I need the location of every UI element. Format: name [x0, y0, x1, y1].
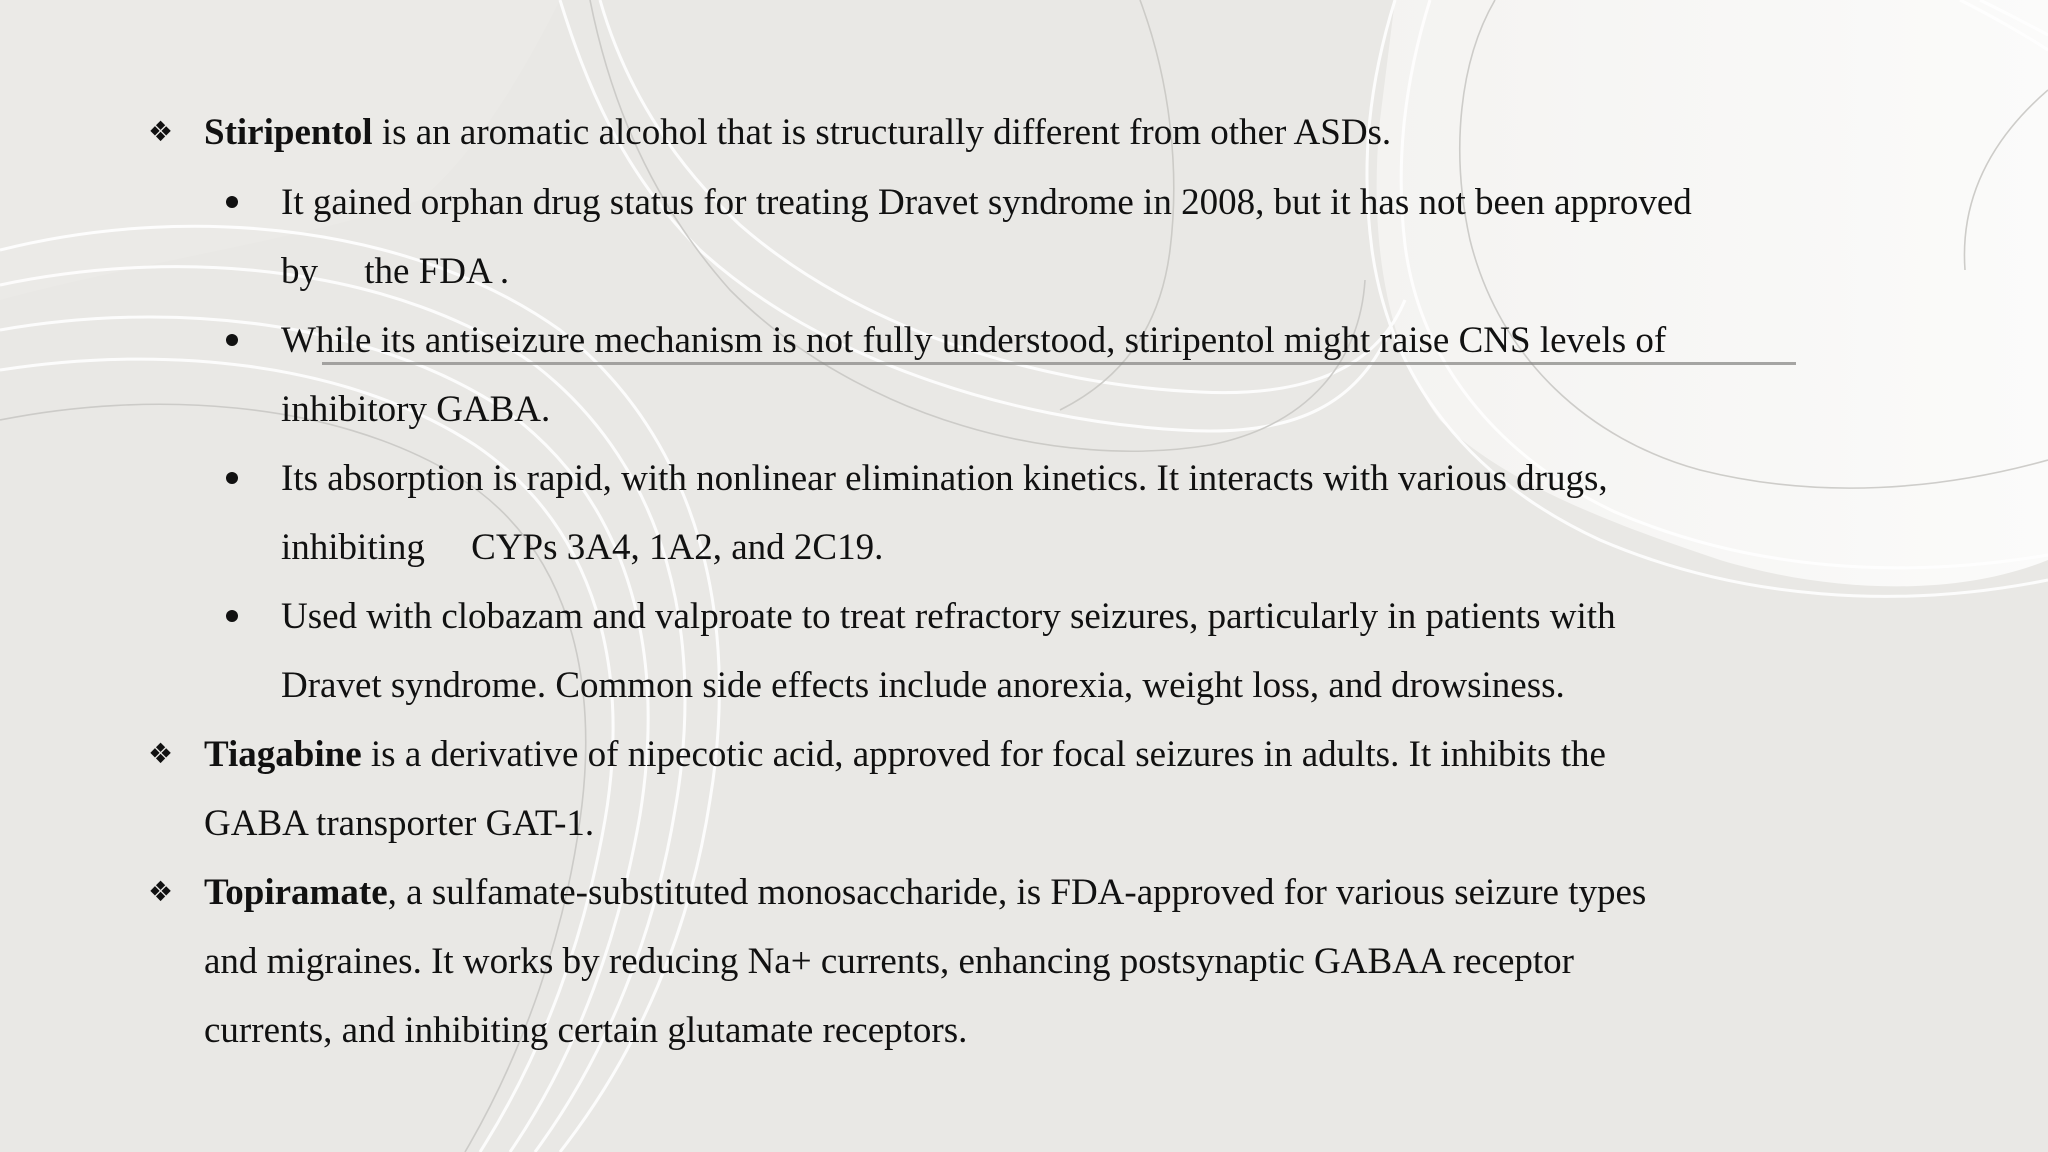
stiripentol-point-4-line-1: Used with clobazam and valproate to treat refractory seizures, particularly in patients with — [281, 596, 1616, 637]
stiripentol-intro: is an aromatic alcohol that is structurally different from other ASDs. — [372, 112, 1392, 153]
round-dot-icon — [226, 472, 238, 484]
round-dot-icon — [226, 334, 238, 346]
stiripentol-heading — [204, 114, 1391, 151]
stiripentol-point-1-line-1: It gained orphan drug status for treating Dravet syndrome in 2008, but it has not been approved — [281, 182, 1692, 223]
tiagabine-heading — [204, 736, 1606, 773]
stiripentol-point-1-line-2: by the FDA . — [281, 251, 510, 292]
stiripentol-point-2-line-1: While its antiseizure mechanism is not fully understood, stiripentol might raise CNS levels of — [281, 320, 1667, 361]
stiripentol-point-3-line-2: inhibiting CYPs 3A4, 1A2, and 2C19. — [281, 527, 884, 568]
tiagabine-line-2: GABA transporter GAT-1. — [204, 803, 595, 844]
stiripentol-point-3-line-1: Its absorption is rapid, with nonlinear elimination kinetics. It interacts with various drugs, — [281, 458, 1608, 499]
topiramate-heading — [204, 874, 1646, 911]
stiripentol-term: Stiripentol — [204, 112, 373, 153]
tiagabine-term: Tiagabine — [204, 734, 362, 775]
topiramate-term: Topiramate — [204, 872, 388, 913]
round-dot-icon — [226, 610, 238, 622]
topiramate-line-3: currents, and inhibiting certain glutamate receptors. — [204, 1010, 968, 1051]
tiagabine-intro: is a derivative of nipecotic acid, approved for focal seizures in adults. It inhibits the — [361, 734, 1606, 775]
four-diamond-icon: ❖ — [148, 737, 174, 770]
stiripentol-point-2-line-2: inhibitory GABA. — [281, 389, 551, 430]
stiripentol-point-4-line-2: Dravet syndrome. Common side effects include anorexia, weight loss, and drowsiness. — [281, 665, 1565, 706]
topiramate-line-2: and migraines. It works by reducing Na+ currents, enhancing postsynaptic GABAA receptor — [204, 941, 1574, 982]
four-diamond-icon: ❖ — [148, 115, 174, 148]
divider-line — [322, 362, 1796, 365]
topiramate-intro: , a sulfamate-substituted monosaccharide, is FDA-approved for various seizure types — [387, 872, 1647, 913]
round-dot-icon — [226, 196, 238, 208]
four-diamond-icon: ❖ — [148, 875, 174, 908]
